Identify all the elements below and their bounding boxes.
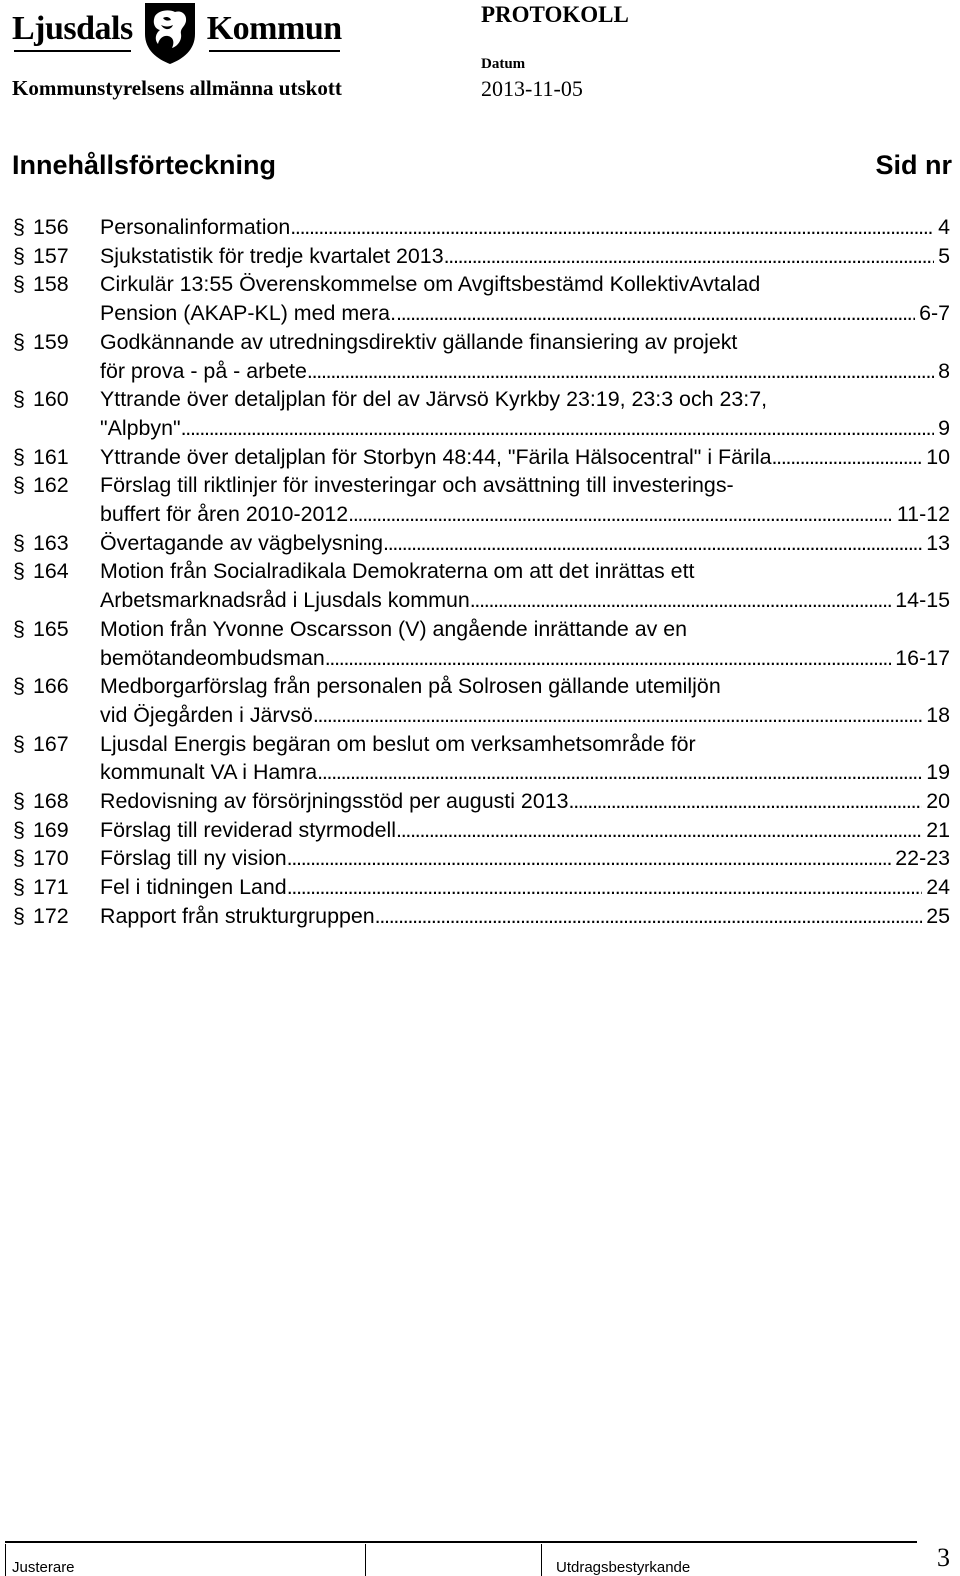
- toc-entry-number: 164: [33, 559, 69, 584]
- document-footer: [0, 1540, 960, 1576]
- section-sign: §: [13, 329, 25, 354]
- toc-entry: [0, 529, 960, 558]
- toc-entry-title: "Alpbyn": [100, 415, 181, 440]
- toc-entry: [0, 873, 960, 902]
- toc-entry: [0, 385, 960, 442]
- section-sign: §: [13, 444, 25, 469]
- toc-entry: [0, 787, 960, 816]
- justerare-cell: [5, 1544, 366, 1576]
- toc-entry-title: för prova - på - arbete: [100, 358, 307, 383]
- toc-entry-page: 22-23: [895, 846, 950, 871]
- toc-entry-number: 169: [33, 817, 69, 842]
- toc-entry-title: Medborgarförslag från personalen på Solrosen gällande utemiljön: [100, 674, 721, 699]
- lion-crest-icon: [141, 0, 199, 66]
- toc-entry-title: Rapport från strukturgruppen: [100, 903, 375, 928]
- toc-entry-page: 21: [926, 817, 950, 842]
- toc-entry-title: Personalinformation: [100, 215, 291, 239]
- toc-entry: [0, 443, 960, 472]
- toc-entry-title: kommunalt VA i Hamra: [100, 760, 318, 785]
- toc-entry-number: 163: [33, 530, 69, 555]
- toc-entry-number: 158: [33, 272, 69, 297]
- toc-entry-number: 170: [33, 846, 69, 871]
- toc-entry-number: 172: [33, 903, 69, 928]
- dot-leader: [396, 816, 922, 845]
- section-sign: §: [13, 272, 25, 297]
- utdrag-label: Utdragsbestyrkande: [556, 1559, 691, 1576]
- toc-entry: [0, 902, 960, 931]
- document-header: [0, 0, 960, 110]
- toc-page-heading: Sid nr: [875, 150, 952, 180]
- toc-entry-number: 156: [33, 215, 69, 239]
- dot-leader: [470, 586, 892, 615]
- section-sign: §: [13, 731, 25, 756]
- dot-leader: [396, 299, 915, 328]
- section-sign: §: [13, 616, 25, 641]
- toc-entry-page: 24: [926, 875, 950, 900]
- municipality-logo: [12, 0, 342, 66]
- toc-entry: [0, 844, 960, 873]
- dot-leader: [383, 529, 922, 558]
- dot-leader: [287, 873, 922, 902]
- section-sign: §: [13, 817, 25, 842]
- dot-leader: [313, 701, 922, 730]
- toc-entry: [0, 615, 960, 672]
- page-number: 3: [937, 1543, 950, 1572]
- section-sign: §: [13, 473, 25, 498]
- toc-entry-page: 18: [926, 702, 950, 727]
- document-type: PROTOKOLL: [481, 2, 629, 27]
- section-sign: §: [13, 903, 25, 928]
- toc-entry-number: 157: [33, 243, 69, 268]
- toc-entry-page: 16-17: [895, 645, 950, 670]
- dot-leader: [772, 443, 923, 472]
- footer-blank-cell: [365, 1544, 542, 1576]
- toc-entry-number: 165: [33, 616, 69, 641]
- toc-list: [0, 213, 960, 931]
- section-sign: §: [13, 243, 25, 268]
- toc-entry-title: Arbetsmarknadsråd i Ljusdals kommun: [100, 588, 470, 613]
- toc-entry-page: 8: [938, 358, 950, 383]
- toc-entry-number: 160: [33, 387, 69, 412]
- toc-entry: [0, 213, 960, 242]
- dot-leader: [317, 758, 922, 787]
- toc-entry-number: 162: [33, 473, 69, 498]
- toc-entry-title: Motion från Yvonne Oscarsson (V) angående inrättande av en: [100, 616, 688, 641]
- toc-entry-number: 166: [33, 674, 69, 699]
- toc-entry-title: Yttrande över detaljplan för Storbyn 48:44, "Färila Hälsocentral" i Färila: [100, 444, 772, 469]
- toc-entry: [0, 242, 960, 271]
- toc-entry-number: 159: [33, 329, 69, 354]
- toc-entry-page: 11-12: [896, 502, 950, 527]
- section-sign: §: [13, 846, 25, 871]
- toc-entry: [0, 672, 960, 729]
- toc-entry-title: Ljusdal Energis begäran om beslut om verksamhetsområde för: [100, 731, 696, 756]
- footer-rule: [5, 1541, 917, 1543]
- dot-leader: [569, 787, 923, 816]
- dot-leader: [444, 242, 934, 271]
- toc-entry-page: 14-15: [895, 588, 950, 613]
- toc-entry-page: 5: [938, 243, 950, 268]
- section-sign: §: [13, 789, 25, 814]
- toc-entry: [0, 730, 960, 787]
- toc-entry-page: 25: [926, 903, 950, 928]
- toc-entry-title: Förslag till ny vision: [100, 846, 287, 871]
- justerare-label: Justerare: [12, 1559, 75, 1576]
- toc-entry-number: 171: [33, 875, 69, 900]
- dot-leader: [307, 357, 934, 386]
- toc-entry-page: 9: [938, 415, 950, 440]
- section-sign: §: [13, 559, 25, 584]
- section-sign: §: [13, 875, 25, 900]
- toc-entry-page: 19: [926, 760, 950, 785]
- toc-entry: [0, 557, 960, 614]
- dot-leader: [325, 644, 892, 673]
- toc-entry-number: 168: [33, 789, 69, 814]
- toc-entry-number: 161: [33, 444, 69, 469]
- toc-title: Innehållsförteckning: [12, 150, 277, 180]
- toc-entry-title: Förslag till riktlinjer för investeringar och avsättning till investerings-: [100, 473, 734, 498]
- section-sign: §: [13, 387, 25, 412]
- logo-word-ljusdals: Ljusdals: [12, 12, 133, 46]
- toc-entry-page: 20: [926, 789, 950, 814]
- toc-entry-title: Fel i tidningen Land: [100, 875, 287, 900]
- toc-entry-title: vid Öjegården i Järvsö: [100, 702, 313, 727]
- toc-entry-page: 13: [926, 530, 950, 555]
- toc-entry-title: Redovisning av försörjningsstöd per augusti 2013: [100, 789, 569, 814]
- toc-entry-title: Cirkulär 13:55 Överenskommelse om Avgiftsbestämd KollektivAvtalad: [100, 272, 761, 297]
- dot-leader: [375, 902, 923, 931]
- toc-entry-title: Förslag till reviderad styrmodell: [100, 817, 397, 842]
- toc-entry-title: Övertagande av vägbelysning: [100, 530, 384, 555]
- toc-entry-page: 6-7: [919, 301, 950, 326]
- date-label: Datum: [481, 56, 526, 72]
- toc-entry-title: Godkännande av utredningsdirektiv gällande finansiering av projekt: [100, 329, 738, 354]
- toc-entry-page: 4: [938, 215, 950, 239]
- toc-entry-title: buffert för åren 2010-2012: [100, 502, 349, 527]
- utdrag-cell: [541, 1544, 918, 1576]
- dot-leader: [348, 500, 893, 529]
- section-sign: §: [13, 530, 25, 555]
- toc-entry-title: Sjukstatistik för tredje kvartalet 2013: [100, 243, 444, 268]
- logo-word-kommun: Kommun: [207, 12, 342, 46]
- section-sign: §: [13, 215, 25, 239]
- toc-entry: [0, 471, 960, 528]
- toc-entry-title: Yttrande över detaljplan för del av Järvsö Kyrkby 23:19, 23:3 och 23:7,: [100, 387, 768, 412]
- toc-entry-page: 10: [926, 444, 950, 469]
- toc-entry: [0, 816, 960, 845]
- toc-entry-title: Motion från Socialradikala Demokraterna om att det inrättas ett: [100, 559, 695, 584]
- toc-entry-number: 167: [33, 731, 69, 756]
- date-value: 2013-11-05: [481, 76, 583, 101]
- dot-leader: [181, 414, 935, 443]
- toc-entry: [0, 328, 960, 385]
- committee-name: Kommunstyrelsens allmänna utskott: [12, 76, 342, 100]
- toc-entry: [0, 270, 960, 327]
- section-sign: §: [13, 674, 25, 699]
- toc-entry-title: Pension (AKAP-KL) med mera.: [100, 301, 397, 326]
- dot-leader: [287, 844, 892, 873]
- toc-entry-title: bemötandeombudsman: [100, 645, 325, 670]
- dot-leader: [290, 213, 934, 242]
